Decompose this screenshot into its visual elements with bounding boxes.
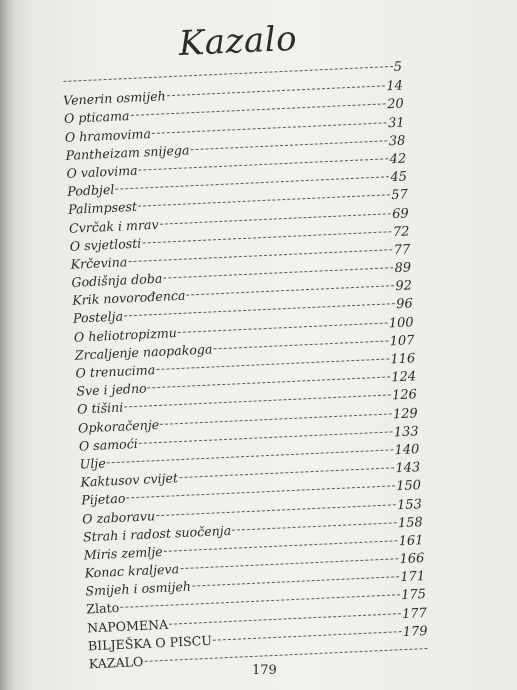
toc-entry-page: 153 (396, 496, 423, 513)
toc-leader-dots (156, 504, 396, 516)
toc-entry-page: 150 (395, 478, 422, 495)
toc-entry-title: Krik novorođenca (71, 287, 186, 309)
toc-entry-page: 96 (395, 296, 414, 313)
toc-leader-dots (179, 467, 394, 478)
toc-leader-dots (159, 213, 391, 225)
toc-entry-page: 45 (390, 169, 408, 186)
toc-entry-page: 126 (391, 387, 418, 404)
toc-entry-title: Podbjel (66, 181, 115, 199)
toc-leader-dots (142, 231, 392, 243)
toc-entry-page: 14 (386, 78, 404, 95)
toc-entry-page: 100 (388, 314, 414, 332)
toc-entry-page: 92 (395, 278, 413, 295)
toc-entry-page: 31 (387, 115, 405, 131)
toc-leader-dots (160, 413, 392, 425)
toc-leader-dots (213, 631, 402, 641)
toc-entry-title: O hramovima (64, 125, 152, 145)
toc-entry-title: Strah i radost suočenja (82, 522, 232, 545)
toc-entry-page: 38 (388, 133, 406, 149)
toc-entry-title: Postelja (72, 308, 124, 327)
toc-entry-title: O tišini (76, 399, 124, 418)
toc-entry-page: 116 (390, 351, 416, 368)
toc-entry-page: 20 (386, 96, 405, 113)
toc-entry-title: O heliotropizmu (73, 324, 178, 345)
toc-leader-dots (178, 322, 388, 333)
page-title: Kazalo (178, 18, 298, 64)
toc-leader-dots (139, 431, 393, 444)
toc-entry-page: 124 (390, 369, 417, 386)
toc-entry-title: O trenucima (75, 362, 156, 381)
toc-entry-title: Pantheizam snijega (65, 142, 190, 163)
toc-entry-title: Krčevina (70, 254, 128, 272)
toc-entry-title: Venerin osmijeh (62, 88, 167, 109)
toc-entry-title: NAPOMENA (86, 616, 169, 636)
toc-entry-title: O pticama (63, 108, 130, 127)
toc-leader-dots (169, 613, 401, 625)
toc-entry-page: 177 (401, 605, 428, 622)
toc-entry-title: O zaboravu (81, 507, 156, 527)
toc-entry-title: O samoći (78, 435, 139, 454)
toc-leader-dots (186, 285, 394, 295)
toc-entry-page: 143 (395, 460, 421, 477)
toc-entry-title: Opkoračenje (77, 416, 160, 436)
toc-entry-page: 42 (389, 151, 407, 168)
page-number: 179 (252, 663, 277, 678)
toc-leader-dots (138, 195, 390, 207)
toc-entry-title: KAZALO (88, 653, 144, 672)
toc-leader-dots (232, 522, 397, 530)
toc-leader-dots (164, 540, 398, 552)
toc-entry-title: Cvrčak i mrav (68, 216, 159, 236)
toc-entry-title: Palimpsest (67, 199, 138, 218)
toc-entry-page: 72 (392, 224, 410, 240)
toc-entry-page: 175 (400, 587, 427, 604)
toc-entry-page: 69 (391, 205, 410, 222)
toc-entry-page: 171 (400, 569, 426, 586)
toc-entry-page: 158 (397, 514, 424, 531)
toc-entry-page: 161 (398, 532, 424, 550)
toc-leader-dots (156, 358, 389, 370)
toc-leader-dots (180, 558, 398, 569)
toc-entry-title: Smijeh i osmijeh (85, 578, 192, 599)
toc-entry-page: 179 (402, 623, 428, 640)
toc-leader-dots (163, 267, 393, 278)
toc-entry-page: 89 (394, 260, 412, 277)
book-gutter-shadow (0, 0, 14, 690)
toc-entry-title: Godišnja doba (71, 270, 163, 290)
toc-entry-page: 129 (392, 405, 419, 422)
toc-entry-title: Kaktusov cvijet (80, 470, 179, 490)
toc-entry-page: 57 (390, 187, 409, 204)
toc-entry-title: Miris zemlje (83, 543, 163, 563)
toc-leader-dots (213, 340, 388, 349)
toc-leader-dots (190, 140, 387, 150)
toc-entry-title: O svjetlosti (69, 235, 142, 254)
toc-entry-page: 140 (394, 442, 420, 459)
toc-leader-dots (139, 158, 389, 170)
toc-entry-title: Zrcaljenje naopakoga (74, 341, 213, 363)
table-of-contents (62, 59, 429, 674)
toc-entry-title: Sve i jedno (76, 380, 148, 399)
toc-entry-page: 5 (393, 59, 403, 75)
toc-entry-page: 107 (389, 333, 415, 350)
toc-entry-title: Konac kraljeva (84, 561, 180, 581)
toc-entry-page: 133 (393, 423, 419, 441)
toc-leader-dots (167, 86, 386, 97)
toc-entry-page: 166 (399, 551, 425, 568)
toc-entry-title: O valovima (66, 162, 138, 181)
toc-leader-dots (148, 377, 391, 389)
toc-entry-title: Pijetao (81, 490, 126, 508)
toc-entry-page: 77 (393, 242, 411, 258)
toc-leader-dots (130, 104, 386, 117)
toc-entry-title: Zlato (85, 600, 120, 617)
toc-entry-title: Ulje (79, 455, 107, 472)
toc-entry-title: BILJEŠKA O PISCU (87, 632, 213, 654)
toc-leader-dots (152, 122, 387, 134)
toc-leader-dots (192, 576, 399, 586)
